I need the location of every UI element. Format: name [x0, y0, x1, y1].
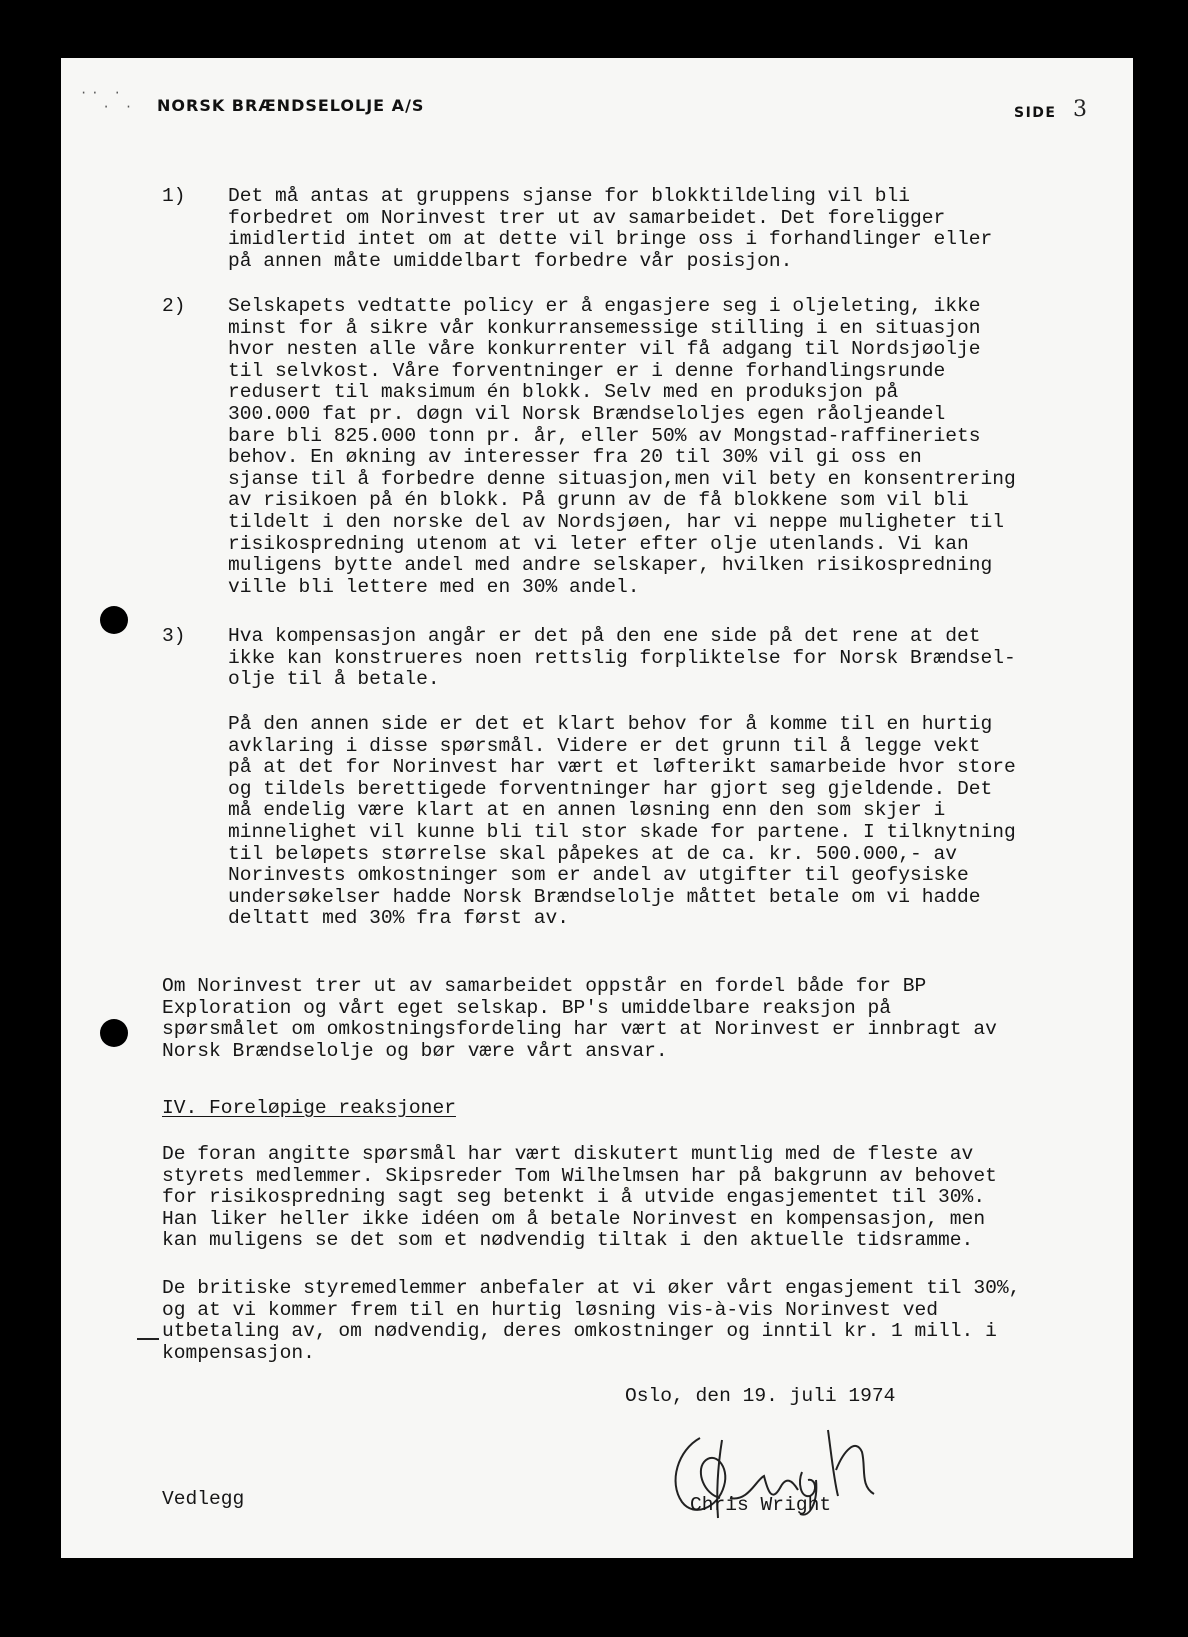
- text-line: av risikoen på én blokk. På grunn av de få blokkene som vil bli: [228, 489, 969, 512]
- text-line: redusert til maksimum én blokk. Selv med en produksjon på: [228, 381, 899, 404]
- text-line: hvor nesten alle våre konkurrenter vil få adgang til Nordsjøolje: [228, 338, 981, 361]
- reactions-paragraph: [162, 1144, 1122, 1252]
- text-line: Selskapets vedtatte policy er å engasjere seg i oljeleting, ikke: [228, 295, 981, 317]
- text-line: kompensasjon.: [162, 1341, 315, 1364]
- text-line: avklaring i disse spørsmål. Videre er det grunn til å legge vekt: [228, 734, 981, 757]
- text-line: utbetaling av, om nødvendig, deres omkostninger og inntil kr. 1 mill. i: [162, 1320, 997, 1343]
- text-line: til selvkost. Våre forventninger er i denne forhandlingsrunde: [228, 359, 946, 382]
- item-1-text: [228, 186, 1128, 272]
- item-number: 2): [162, 295, 186, 317]
- text-line: På den annen side er det et klart behov for å komme til en hurtig: [228, 713, 993, 735]
- text-line: sjanse til å forbedre denne situasjon,men vil bety en konsentrering: [228, 467, 1016, 490]
- text-line: Hva kompensasjon angår er det på den ene side på det rene at det: [228, 625, 981, 647]
- text-line: risikospredning utenom at vi leter efter olje utenlands. Vi kan: [228, 532, 969, 555]
- text-line: spørsmålet om omkostningsfordeling har vært at Norinvest er innbragt av: [162, 1018, 997, 1041]
- text-line: De foran angitte spørsmål har vært diskutert muntlig med de fleste av: [162, 1143, 974, 1165]
- text-line: olje til å betale.: [228, 668, 440, 691]
- text-line: deltatt med 30% fra først av.: [228, 907, 569, 930]
- text-line: muligens bytte andel med andre selskaper, hvilken risikospredning: [228, 554, 993, 577]
- text-line: kan muligens se det som et nødvendig tiltak i den aktuelle tidsramme.: [162, 1229, 974, 1252]
- text-line: Om Norinvest trer ut av samarbeidet oppstår en fordel både for BP: [162, 975, 927, 997]
- item-3-text: [228, 626, 1128, 691]
- text-line: for risikospredning sagt seg betenkt i å utvide engasjementet til 30%.: [162, 1186, 986, 1209]
- page-number: 3: [1073, 97, 1087, 122]
- text-line: behov. En økning av interesser fra 20 til 30% vil gi oss en: [228, 446, 922, 469]
- text-line: minst for å sikre vår konkurransemessige stilling i en situasjon: [228, 316, 981, 339]
- text-line: tildelt i den norske del av Nordsjøen, har vi neppe muligheter til: [228, 510, 1005, 533]
- text-line: til beløpets størrelse skal påpekes at de ca. kr. 500.000,- av: [228, 842, 958, 865]
- signer-name: Chris Wright: [690, 1494, 832, 1516]
- text-line: minnelighet vil kunne bli til stor skade for partene. I tilknytning: [228, 820, 1016, 843]
- margin-dash: [137, 1338, 159, 1340]
- text-line: De britiske styremedlemmer anbefaler at vi øker vårt engasjement til 30%,: [162, 1277, 1021, 1299]
- text-line: Det må antas at gruppens sjanse for blokktildeling vil bli: [228, 185, 910, 207]
- punch-hole: [100, 1019, 128, 1047]
- company-letterhead: NORSK BRÆNDSELOLJE A/S: [157, 96, 425, 115]
- text-line: imidlertid intet om at dette vil bringe oss i forhandlinger eller: [228, 228, 993, 251]
- page-label: SIDE: [1014, 105, 1057, 121]
- place-date: Oslo, den 19. juli 1974: [625, 1385, 896, 1407]
- punch-hole: [100, 606, 128, 634]
- item-2-text: [228, 296, 1128, 598]
- bp-paragraph: [162, 976, 1122, 1062]
- text-line: Norinvests omkostninger som er andel av utgifter til geofysiske: [228, 864, 969, 887]
- text-line: 300.000 fat pr. døgn vil Norsk Brændseloljes egen råoljeandel: [228, 402, 946, 425]
- text-line: må endelig være klart at en annen løsning enn den som skjer i: [228, 799, 946, 822]
- text-line: Exploration og vårt eget selskap. BP's umiddelbare reaksjon på: [162, 996, 892, 1019]
- british-paragraph: [162, 1278, 1122, 1364]
- item-number: 1): [162, 185, 186, 207]
- text-line: styrets medlemmer. Skipsreder Tom Wilhelmsen har på bakgrunn av behovet: [162, 1164, 997, 1187]
- text-line: på at det for Norinvest har vært et løfterikt samarbeide hvor store: [228, 756, 1016, 779]
- text-line: ville bli lettere med en 30% andel.: [228, 575, 640, 598]
- section-heading: IV. Foreløpige reaksjoner: [162, 1097, 456, 1119]
- item-number: 3): [162, 625, 186, 647]
- text-line: Norsk Brændselolje og bør være vårt ansvar.: [162, 1039, 668, 1062]
- text-line: undersøkelser hadde Norsk Brændselolje måttet betale om vi hadde: [228, 885, 981, 908]
- text-line: og tildels berettigede forventninger har gjort seg gjeldende. Det: [228, 777, 993, 800]
- text-line: og at vi kommer frem til en hurtig løsning vis-à-vis Norinvest ved: [162, 1298, 939, 1321]
- margin-marks: ·· · · ·: [80, 86, 137, 114]
- item-3-continuation: [228, 714, 1128, 930]
- attachment-label: Vedlegg: [162, 1488, 245, 1510]
- text-line: Han liker heller ikke idéen om å betale Norinvest en kompensasjon, men: [162, 1207, 986, 1230]
- text-line: på annen måte umiddelbart forbedre vår posisjon.: [228, 249, 793, 272]
- text-line: ikke kan konstrueres noen rettslig forpliktelse for Norsk Brændsel-: [228, 646, 1016, 669]
- text-line: forbedret om Norinvest trer ut av samarbeidet. Det foreligger: [228, 206, 946, 229]
- text-line: bare bli 825.000 tonn pr. år, eller 50% av Mongstad-raffineriets: [228, 424, 981, 447]
